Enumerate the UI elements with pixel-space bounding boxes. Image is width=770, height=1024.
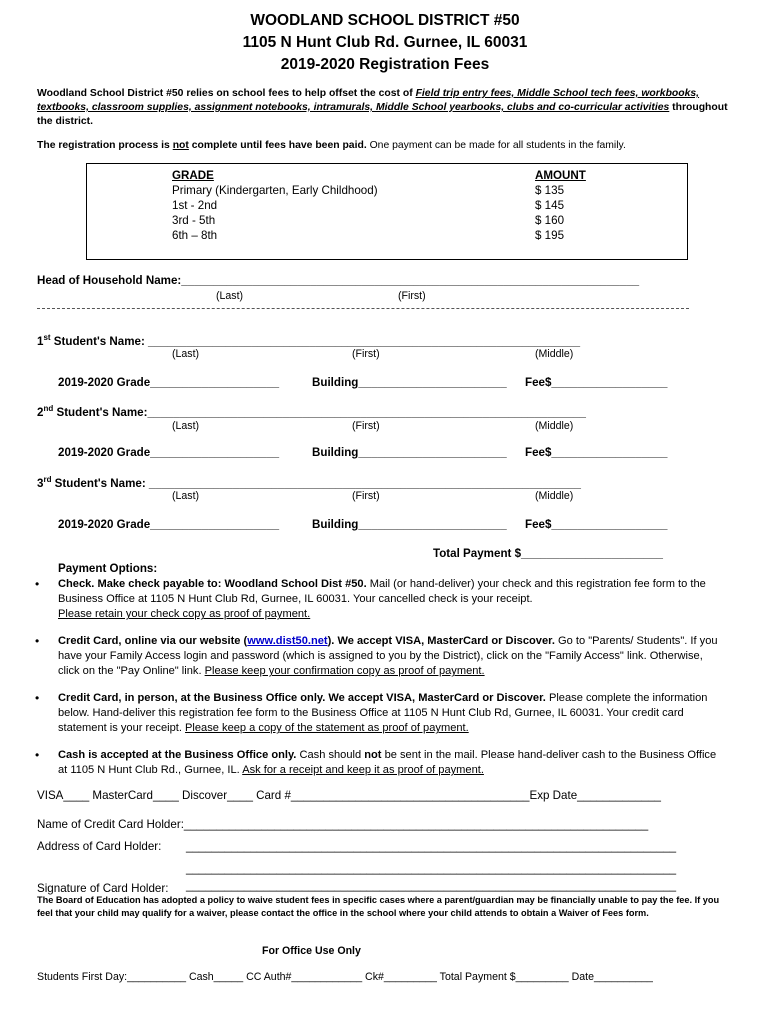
student-1-middle-label: (Middle) (535, 348, 574, 360)
fee-grade-1: Primary (Kindergarten, Early Childhood) (172, 184, 378, 197)
student-3-label: Student's Name: (51, 476, 149, 490)
fee-amount-2: $ 145 (535, 199, 565, 212)
amount-header: AMOUNT (535, 169, 586, 182)
student-2-line: ____________________________________________________________________ (147, 405, 586, 419)
cc-person-text: Please complete the information below. Hand-deliver this registration fee form to the Business Office at 1105 N Hunt Club Rd, Gurnee, IL 60031. Your credit card statement is your receipt. (58, 692, 708, 735)
bullet-icon: • (35, 577, 40, 591)
fee-amount-3: $ 160 (535, 214, 565, 227)
cash-bold: Cash is accepted at the Business Office only. (58, 749, 297, 761)
household-last-label: (Last) (216, 290, 244, 302)
payment-options-title: Payment Options: (58, 562, 158, 575)
cash-option (58, 748, 718, 778)
student-3-building-field[interactable]: Building_______________________ (312, 518, 507, 531)
student-2-building-field[interactable]: Building_______________________ (312, 446, 507, 459)
student-2-name-field[interactable] (37, 404, 586, 419)
fee-grade-3: 3rd - 5th (172, 214, 216, 227)
fee-grade-4: 6th – 8th (172, 229, 218, 242)
intro-fee-items: Field trip entry fees, Middle School tech fees, workbooks, textbooks, classroom supplies, assignment notebooks, intramurals, Middle School yearbooks, clubs and co-curricular activities (37, 88, 700, 113)
card-address-label: Address of Card Holder: (37, 840, 162, 853)
check-option (58, 577, 718, 623)
student-2-middle-label: (Middle) (535, 420, 574, 432)
student-3-num: 3 (37, 476, 44, 490)
office-use-title: For Office Use Only (262, 945, 361, 957)
bullet-icon: • (35, 748, 40, 762)
bullet-icon: • (35, 634, 40, 648)
card-address-field-2[interactable]: ____________________________________________________________________________ (186, 862, 677, 875)
student-1-building-field[interactable]: Building_______________________ (312, 376, 507, 389)
student-1-first-label: (First) (352, 348, 380, 360)
fee-grade-2: 1st - 2nd (172, 199, 218, 212)
signature-label: Signature of Card Holder: (37, 882, 169, 895)
cc-online-option (58, 634, 718, 680)
student-3-middle-label: (Middle) (535, 490, 574, 502)
signature-field[interactable]: ____________________________________________________________________________ (186, 879, 677, 892)
cc-online-note: Please keep your confirmation copy as proof of payment. (204, 665, 485, 678)
reg-note-b: complete until fees have been paid. (188, 140, 367, 151)
cc-person-option (58, 691, 718, 737)
student-2-last-label: (Last) (172, 420, 200, 432)
student-2-sup: nd (43, 404, 54, 413)
student-2-fee-field[interactable]: Fee$__________________ (525, 446, 668, 459)
form-title: 2019-2020 Registration Fees (280, 56, 490, 73)
student-1-label: Student's Name: (50, 334, 149, 348)
dashed-divider (37, 308, 689, 309)
cash-not: not (364, 749, 382, 761)
fee-amount-4: $ 195 (535, 229, 565, 242)
student-1-sup: st (43, 333, 51, 342)
student-3-first-label: (First) (352, 490, 380, 502)
intro-end: throughout the district. (37, 102, 728, 127)
intro-start: Woodland School District #50 relies on school fees to help offset the cost of (37, 88, 416, 99)
cc-online-bold-a: Credit Card, online via our website ( (58, 635, 248, 647)
reg-note-rest: One payment can be made for all students in the family. (366, 140, 626, 151)
office-use-line[interactable]: Students First Day:__________ Cash_____ CC Auth#____________ Ck#_________ Total Payment $_________ Date__________ (37, 971, 653, 983)
student-2-num: 2 (37, 405, 44, 419)
dist50-website-link[interactable]: www.dist50.net (247, 635, 328, 647)
cash-text-b: be sent in the mail. Please hand-deliver cash to the Business Office at 1105 N Hunt Club Rd., Gurnee, IL. (58, 749, 717, 777)
district-address: 1105 N Hunt Club Rd. Gurnee, IL 60031 (242, 34, 528, 51)
cc-person-bold: Credit Card, in person, at the Business Office only. We accept VISA, MasterCard or Discover. (58, 692, 546, 704)
card-type-number-field[interactable]: VISA____ MasterCard____ Discover____ Card #_____________________________________Exp Date_____________ (37, 789, 661, 802)
student-1-num: 1 (37, 334, 44, 348)
registration-note (37, 140, 626, 151)
reg-note-not: not (172, 140, 189, 151)
intro-paragraph (37, 87, 737, 129)
student-1-fee-field[interactable]: Fee$__________________ (525, 376, 668, 389)
student-2-first-label: (First) (352, 420, 380, 432)
card-holder-name-field[interactable]: Name of Credit Card Holder:________________________________________________________________________ (37, 818, 649, 831)
check-option-note: Please retain your check copy as proof of payment. (58, 608, 311, 621)
student-3-line: ___________________________________________________________________ (148, 476, 581, 490)
student-3-last-label: (Last) (172, 490, 200, 502)
check-option-text: Mail (or hand-deliver) your check and this registration fee form to the Business Office at 1105 N Hunt Club Rd, Gurnee, IL 60031. Your cancelled check is your receipt. (58, 578, 706, 606)
student-3-fee-field[interactable]: Fee$__________________ (525, 518, 668, 531)
cash-note: Ask for a receipt and keep it as proof of payment. (242, 764, 484, 777)
waiver-notice: The Board of Education has adopted a policy to waive student fees in specific cases where a parent/guardian may be financially unable to pay the fee. If you feel that your child may qualify for a waiver, please contact the office in the school where your child attends to obtain a Waiver of Fees form. (37, 895, 720, 918)
household-name-field[interactable]: Head of Household Name:_______________________________________________________________________ (37, 274, 640, 287)
fee-amount-1: $ 135 (535, 184, 565, 197)
cash-text-a: Cash should (296, 749, 365, 761)
student-1-grade-field[interactable]: 2019-2020 Grade____________________ (58, 376, 280, 389)
check-option-bold: Check. Make check payable to: Woodland School Dist #50. (58, 578, 367, 590)
total-payment-field[interactable]: Total Payment $______________________ (433, 547, 663, 560)
cc-person-note: Please keep a copy of the statement as proof of payment. (185, 722, 469, 735)
household-first-label: (First) (398, 290, 426, 302)
student-2-label: Student's Name: (53, 405, 148, 419)
cc-online-text: Go to "Parents/ Students". If you have your Family Access login and password (which is assigned to you by the District), click on the "Family Access" link. Otherwise, click on the "Pay Online" link. (58, 635, 718, 678)
student-3-sup: rd (43, 475, 52, 484)
student-2-grade-field[interactable]: 2019-2020 Grade____________________ (58, 446, 280, 459)
student-1-last-label: (Last) (172, 348, 200, 360)
bullet-icon: • (35, 691, 40, 705)
card-address-field[interactable]: ____________________________________________________________________________ (186, 840, 677, 853)
student-1-name-field[interactable] (37, 333, 580, 348)
student-3-grade-field[interactable]: 2019-2020 Grade____________________ (58, 518, 280, 531)
reg-note-a: The registration process is (37, 140, 173, 151)
cc-online-bold-b: ). We accept VISA, MasterCard or Discover. (327, 635, 555, 647)
student-3-name-field[interactable] (37, 475, 581, 490)
district-title: WOODLAND SCHOOL DISTRICT #50 (250, 12, 520, 29)
student-1-line: ___________________________________________________________________ (148, 334, 581, 348)
grade-header: GRADE (172, 169, 214, 182)
